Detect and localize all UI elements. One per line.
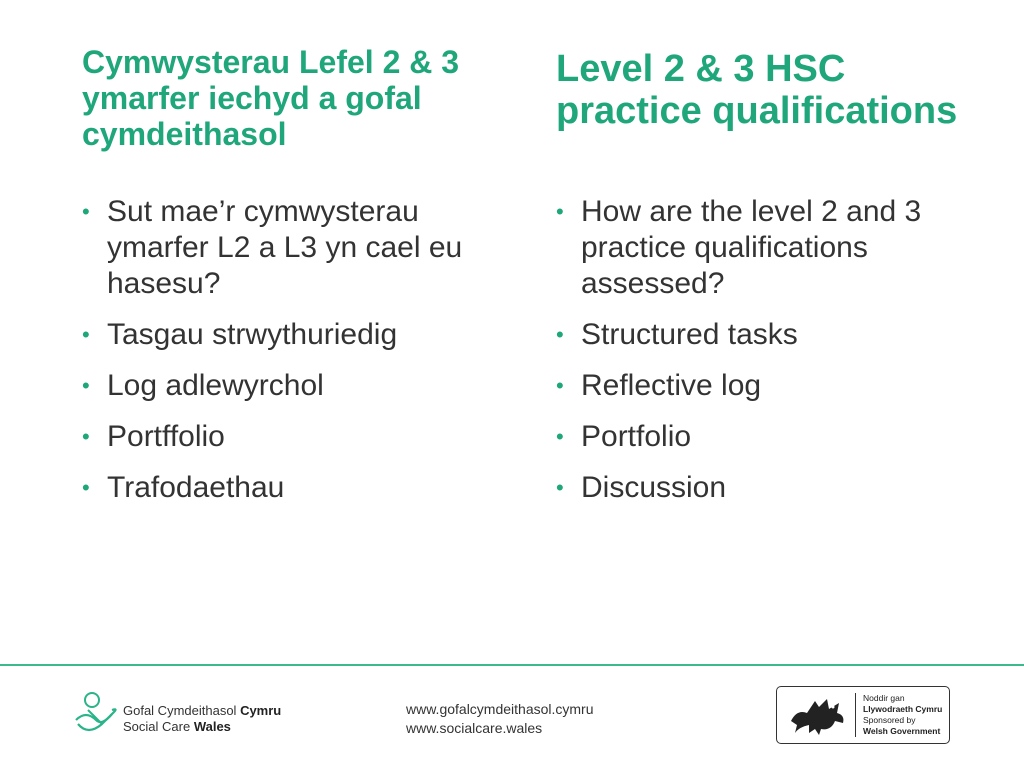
welsh-url-link[interactable]: www.gofalcymdeithasol.cymru	[406, 701, 594, 717]
bullet-dot-icon: •	[82, 424, 90, 449]
welsh-column	[82, 44, 502, 521]
bullet-dot-icon: •	[82, 199, 90, 224]
welsh-bullet: • Portffolio	[82, 420, 225, 453]
bullet-dot-icon: •	[556, 373, 564, 398]
bullet-dot-icon: •	[556, 475, 564, 500]
english-bullet: • Portfolio	[556, 420, 692, 453]
badge-separator	[855, 693, 856, 737]
welsh-bullet: • Trafodaethau	[82, 471, 285, 504]
welsh-bullet: • Tasgau strwythuriedig	[82, 318, 398, 351]
welsh-bullet: • Sut mae’r cymwysterau ymarfer L2 a L3 yn cael eu hasesu?	[82, 195, 463, 300]
english-bullet: • Structured tasks	[556, 318, 798, 351]
welsh-government-sponsor-badge	[776, 686, 950, 744]
english-url-link[interactable]: www.socialcare.wales	[406, 720, 543, 736]
social-care-wales-icon	[72, 690, 120, 738]
logo-line-english: Social Care Wales	[123, 719, 231, 734]
bullet-dot-icon: •	[82, 322, 90, 347]
english-bullet: • Reflective log	[556, 369, 762, 402]
footer-divider	[0, 664, 1024, 666]
english-bullet-list	[556, 194, 976, 506]
english-bullet: • Discussion	[556, 471, 727, 504]
logo-text	[123, 703, 281, 735]
bullet-dot-icon: •	[82, 373, 90, 398]
welsh-title: Cymwysterau Lefel 2 & 3 ymarfer iechyd a gofal cymdeithasol	[82, 44, 460, 152]
sponsor-text: Noddir gan Llywodraeth Cymru Sponsored by Welsh Government	[863, 693, 943, 736]
bullet-dot-icon: •	[82, 475, 90, 500]
social-care-wales-logo	[72, 690, 312, 740]
welsh-bullet: • Log adlewyrchol	[82, 369, 324, 402]
english-title: Level 2 & 3 HSC practice qualifications	[556, 48, 958, 132]
english-column	[556, 44, 976, 521]
logo-line-welsh: Gofal Cymdeithasol Cymru	[123, 703, 282, 718]
footer-urls	[406, 700, 594, 738]
bullet-dot-icon: •	[556, 424, 564, 449]
english-bullet: • How are the level 2 and 3 practice qualifications assessed?	[556, 195, 922, 300]
bullet-dot-icon: •	[556, 199, 564, 224]
bullet-dot-icon: •	[556, 322, 564, 347]
welsh-dragon-icon	[785, 691, 851, 739]
welsh-bullet-list	[82, 194, 502, 506]
